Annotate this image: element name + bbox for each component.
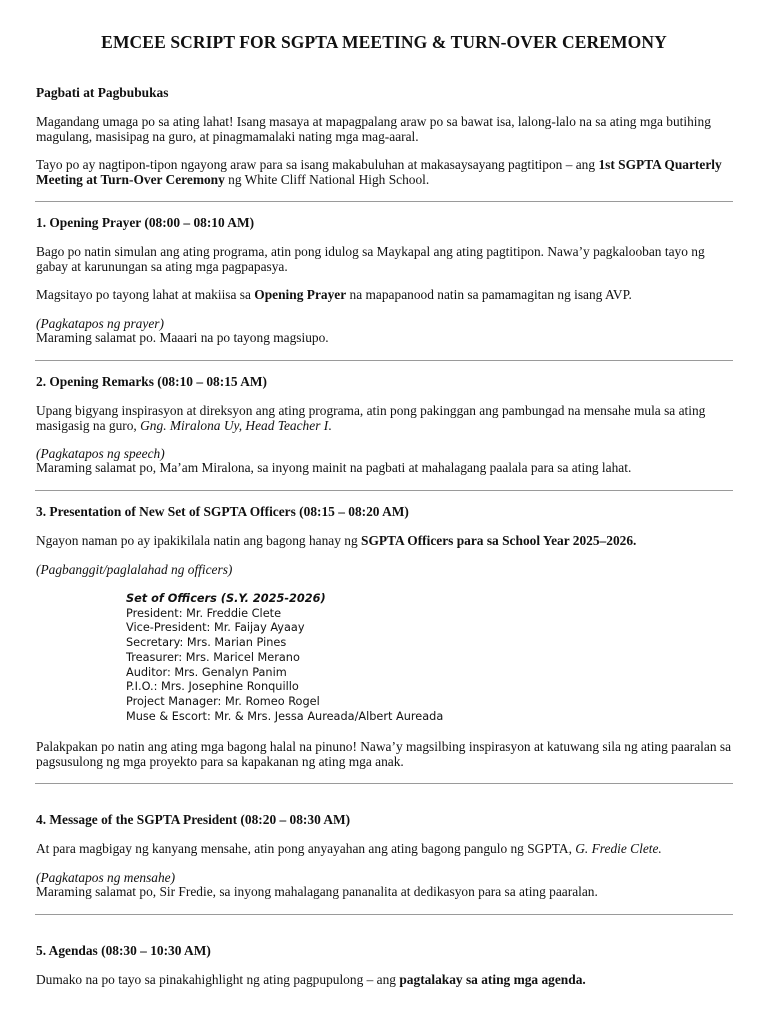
section-divider [35, 490, 733, 491]
opening-prayer-emphasis: Opening Prayer [254, 287, 347, 302]
section-2-p1-text: Upang bigyang inspirasyon at direksyon ang ating programa, atin pong pakinggan ang pambungad na mensahe mula sa ating masigasig na guro, [36, 403, 706, 433]
officer-item: Auditor: Mrs. Genalyn Panim [126, 665, 287, 679]
section-4-paragraph-1 [36, 841, 736, 856]
section-2-heading: 2. Opening Remarks (08:10 – 08:15 AM) [36, 374, 267, 389]
section-4-p1-text: At para magbigay ng kanyang mensahe, atin pong anyayahan ang ating bagong pangulo ng SGPTA, [36, 841, 576, 856]
speaker-name: Gng. Miralona Uy, Head Teacher I [140, 418, 329, 433]
section-2-closing: Maraming salamat po, Ma’am Miralona, sa inyong mainit na pagbati at mahalagang paalala para sa ating lahat. [36, 460, 632, 475]
section-1-closing: Maraming salamat po. Maaari na po tayong magsiupo. [36, 330, 329, 345]
section-2-stage-note: (Pagkatapos ng speech) [36, 446, 165, 461]
section-3-paragraph-1 [36, 533, 736, 548]
section-3-stage-note: (Pagbanggit/paglalahad ng officers) [36, 562, 233, 577]
section-3-p1-text: Ngayon naman po ay ipakikilala natin ang bagong hanay ng [36, 533, 362, 548]
section-1-p2-end: na mapapanood natin sa pamamagitan ng isang AVP. [346, 287, 632, 302]
section-divider [35, 914, 733, 915]
officer-item: Muse & Escort: Mr. & Mrs. Jessa Aureada/Albert Aureada [126, 709, 444, 723]
greeting-paragraph-2 [36, 157, 736, 187]
agenda-emphasis: pagtalakay sa ating mga agenda. [399, 972, 586, 987]
section-3-closing: Palakpakan po natin ang ating mga bagong halal na pinuno! Nawa’y magsilbing inspirasyon at katuwang sila ng ating paaralan sa pagsusulong ng mga proyekto para sa kapakanan ng ating mga anak. [36, 739, 732, 769]
section-4-stage-note: (Pagkatapos ng mensahe) [36, 870, 176, 885]
officers-emphasis: SGPTA Officers para sa School Year 2025–2026. [361, 533, 637, 548]
officer-item: Treasurer: Mrs. Maricel Merano [126, 650, 300, 664]
officer-item: Vice-President: Mr. Faijay Ayaay [126, 621, 305, 635]
section-5-p1-text: Dumako na po tayo sa pinakahighlight ng ating pagpupulong – ang [36, 972, 400, 987]
officer-item: Secretary: Mrs. Marian Pines [126, 636, 287, 650]
section-4-heading: 4. Message of the SGPTA President (08:20 – 08:30 AM) [36, 812, 351, 827]
section-divider [35, 783, 733, 784]
section-1-stage-note: (Pagkatapos ng prayer) [36, 316, 164, 331]
officer-item: P.I.O.: Mrs. Josephine Ronquillo [126, 680, 299, 694]
section-3-heading: 3. Presentation of New Set of SGPTA Officers (08:15 – 08:20 AM) [36, 504, 409, 519]
section-1-heading: 1. Opening Prayer (08:00 – 08:10 AM) [36, 215, 255, 230]
officers-list [126, 592, 546, 724]
section-1-p2-text: Magsitayo po tayong lahat at makiisa sa [36, 287, 255, 302]
section-2-p1-end: . [328, 418, 332, 433]
section-4-closing: Maraming salamat po, Sir Fredie, sa inyong mahalagang pananalita at dedikasyon para sa ating paaralan. [36, 884, 598, 899]
greeting-heading: Pagbati at Pagbubukas [36, 85, 169, 100]
section-divider [35, 201, 733, 202]
greeting-paragraph-1: Magandang umaga po sa ating lahat! Isang masaya at mapagpalang araw po sa bawat isa, lalong-lalo na sa ating mga butihing magulang, masisipag na guro, at pinagmamalaki nating mga mag-aaral. [36, 114, 711, 144]
section-2-paragraph-1 [36, 403, 736, 433]
document-title: EMCEE SCRIPT FOR SGPTA MEETING & TURN-OVER CEREMONY [101, 32, 667, 52]
event-name: 1st SGPTA Quarterly Meeting at Turn-Over Ceremony [36, 157, 722, 187]
officer-item: Project Manager: Mr. Romeo Rogel [126, 694, 320, 708]
president-name: G. Fredie Clete. [575, 841, 662, 856]
greeting-p2-text: Tayo po ay nagtipon-tipon ngayong araw para sa isang makabuluhan at makasaysayang pagtitipon – ang [36, 157, 599, 172]
section-1-paragraph-2 [36, 287, 736, 302]
section-1-paragraph-1: Bago po natin simulan ang ating programa, atin pong idulog sa Maykapal ang ating pagtitipon. Nawa’y pagkalooban tayo ng gabay at karunungan sa ating mga pagpapasya. [36, 244, 705, 274]
section-divider [35, 360, 733, 361]
officers-list-title: Set of Officers (S.Y. 2025-2026) [126, 592, 326, 605]
section-5-heading: 5. Agendas (08:30 – 10:30 AM) [36, 943, 211, 958]
officer-item: President: Mr. Freddie Clete [126, 606, 282, 620]
section-5-paragraph-1 [36, 972, 736, 987]
greeting-p2-end: ng White Cliff National High School. [224, 172, 430, 187]
